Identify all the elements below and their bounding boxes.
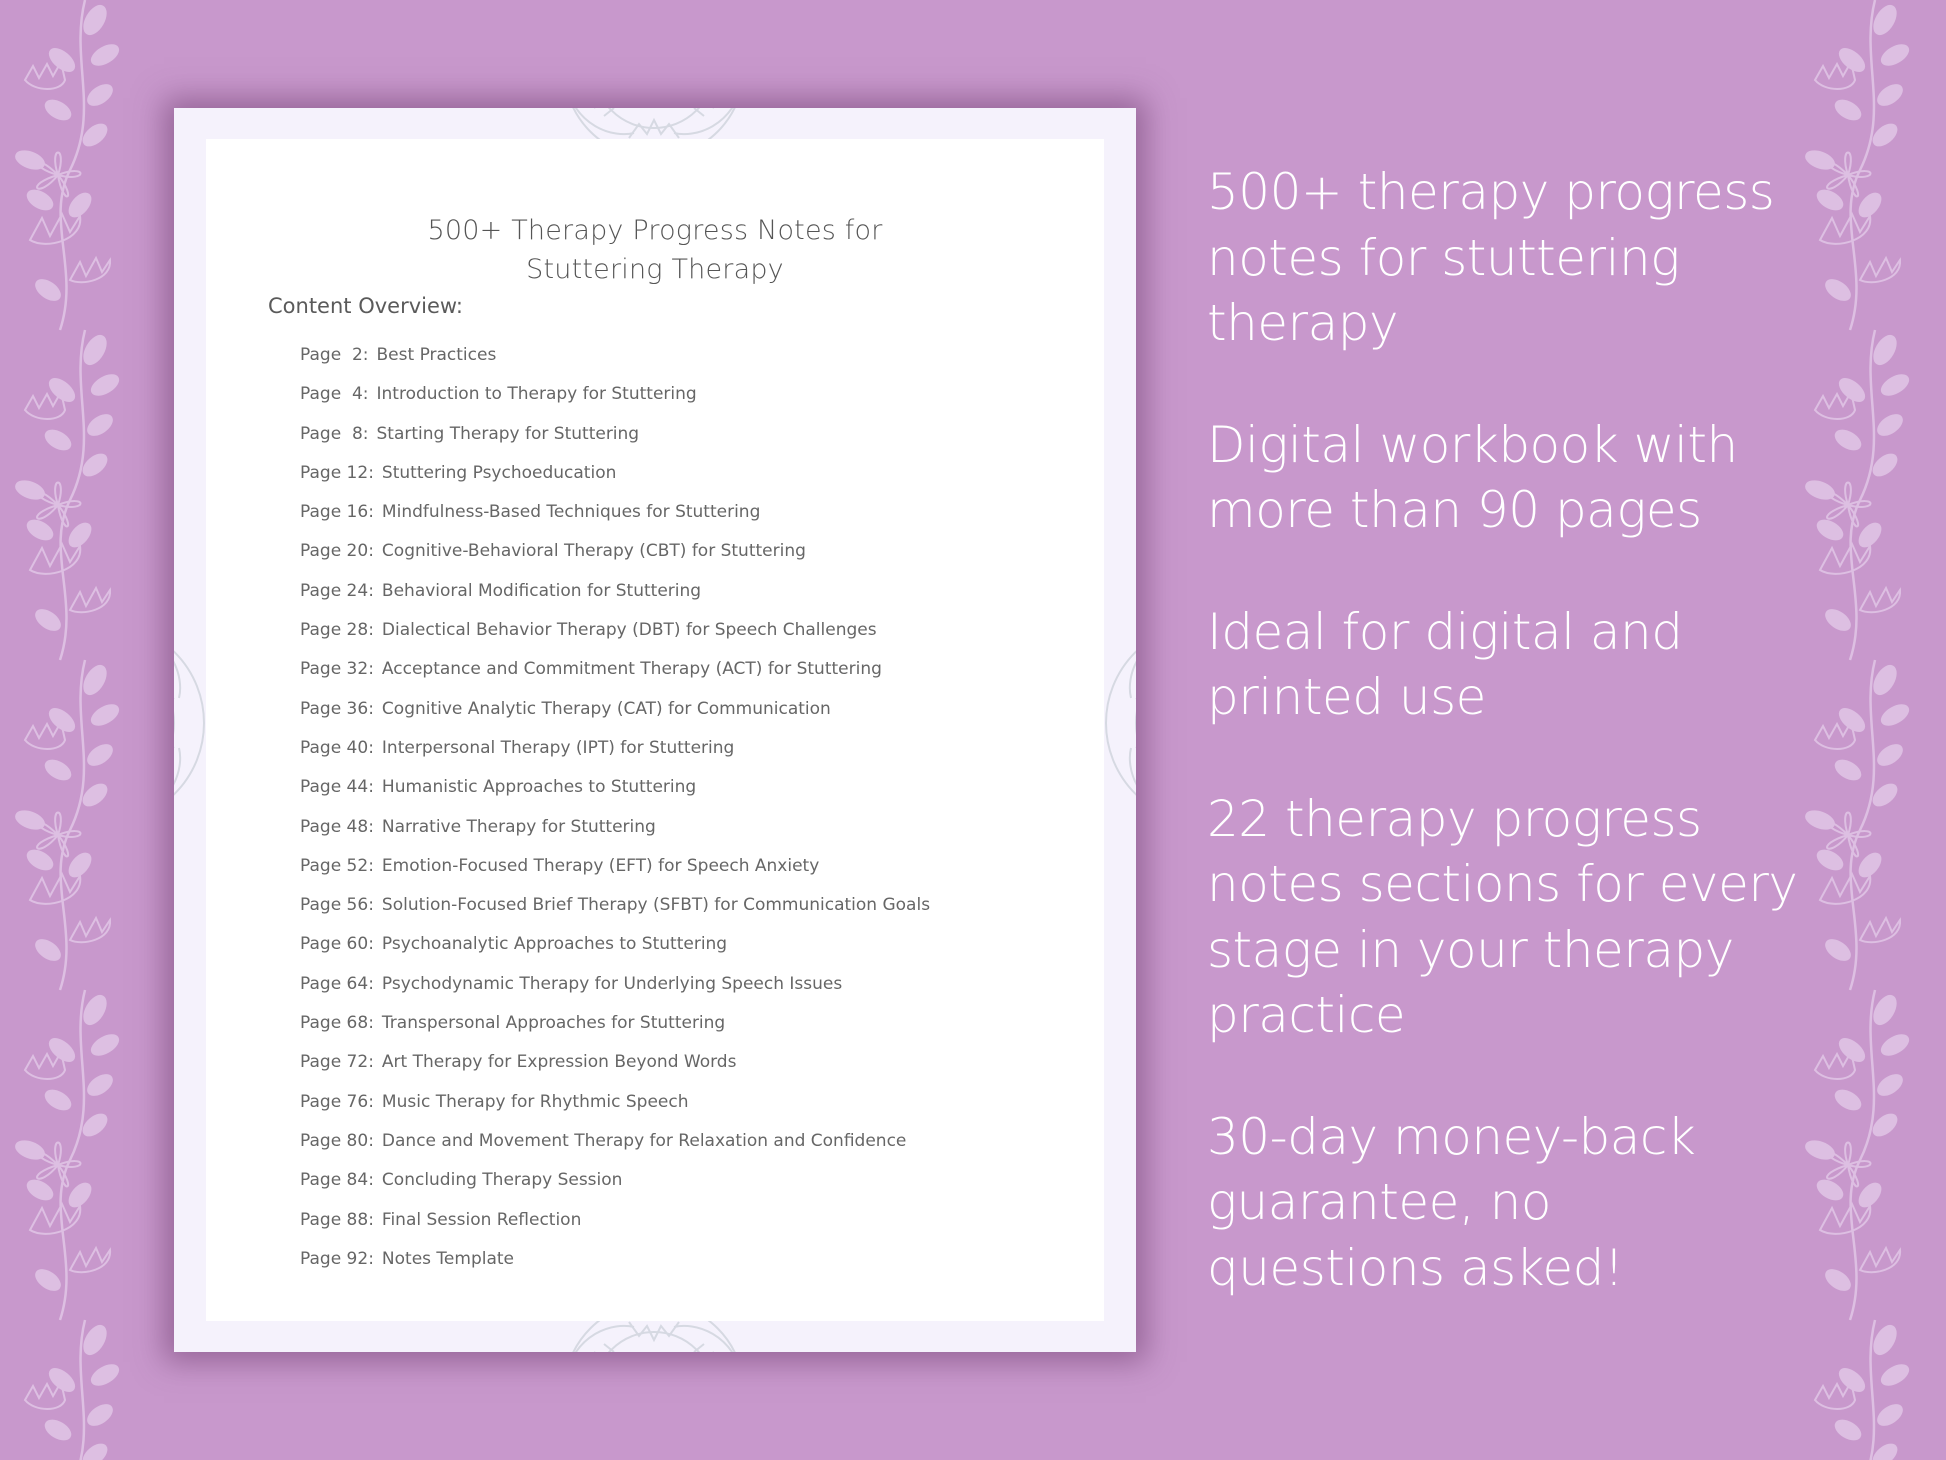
toc-entry <box>300 698 930 737</box>
toc-page-number: Page 56: <box>300 895 374 916</box>
toc-entry <box>300 1051 930 1090</box>
toc-page-number: Page 72: <box>300 1052 374 1073</box>
feature-item <box>1207 1105 1827 1302</box>
toc-entry-title: Behavioral Modification for Stuttering <box>381 580 702 601</box>
toc-page-number: Page 20: <box>300 541 374 562</box>
feature-list <box>1207 160 1827 1357</box>
toc-page-number: Page 40: <box>300 737 374 758</box>
feature-text-line: Ideal for digital and <box>1207 602 1683 661</box>
toc-page-number: Page 8: <box>300 423 369 444</box>
content-overview-heading: Content Overview: <box>268 294 463 318</box>
feature-text-line: notes sections for every <box>1207 855 1798 913</box>
toc-entry <box>300 383 930 422</box>
toc-entry-title: Acceptance and Commitment Therapy (ACT) for Stuttering <box>381 659 882 680</box>
toc-entry <box>300 501 930 540</box>
toc-entry <box>300 423 930 462</box>
toc-entry-title: Narrative Therapy for Stuttering <box>381 816 656 837</box>
toc-entry-title: Introduction to Therapy for Stuttering <box>376 384 697 405</box>
toc-entry <box>300 855 930 894</box>
feature-text-line: guarantee, no <box>1207 1173 1551 1231</box>
toc-entry <box>300 1248 930 1287</box>
toc-entry <box>300 933 930 972</box>
toc-entry <box>300 1012 930 1051</box>
toc-entry <box>300 894 930 933</box>
toc-entry-title: Psychoanalytic Approaches to Stuttering <box>381 934 728 955</box>
feature-item <box>1207 160 1827 357</box>
toc-page-number: Page 36: <box>300 698 374 719</box>
toc-entry-title: Psychodynamic Therapy for Underlying Speech Issues <box>381 973 843 994</box>
toc-entry <box>300 816 930 855</box>
toc-entry <box>300 658 930 697</box>
feature-text-line: questions asked! <box>1207 1238 1624 1297</box>
toc-page-number: Page 84: <box>300 1170 374 1191</box>
toc-entry-title: Music Therapy for Rhythmic Speech <box>381 1091 689 1112</box>
toc-entry-title: Dance and Movement Therapy for Relaxation and Confidence <box>381 1130 907 1151</box>
toc-entry <box>300 1091 930 1130</box>
toc-entry-title: Solution-Focused Brief Therapy (SFBT) for Communication Goals <box>381 895 931 916</box>
toc-page-number: Page 80: <box>300 1130 374 1151</box>
feature-text-line: more than 90 pages <box>1207 481 1702 539</box>
toc-page-number: Page 2: <box>300 345 369 365</box>
feature-text-line: 500+ therapy progress <box>1207 163 1775 221</box>
toc-entry <box>300 1209 930 1248</box>
toc-entry <box>300 619 930 658</box>
toc-entry <box>300 776 930 815</box>
toc-entry-title: Best Practices <box>376 345 497 365</box>
toc-entry-title: Mindfulness-Based Techniques for Stuttering <box>381 502 761 523</box>
feature-item <box>1207 600 1827 731</box>
toc-entry <box>300 1169 930 1208</box>
toc-entry-title: Humanistic Approaches to Stuttering <box>381 777 697 798</box>
toc-page-number: Page 24: <box>300 580 374 601</box>
toc-page-number: Page 88: <box>300 1209 374 1230</box>
toc-entry-title: Art Therapy for Expression Beyond Words <box>381 1052 737 1073</box>
feature-text-line: notes for stuttering <box>1207 228 1680 287</box>
toc-entry-title: Starting Therapy for Stuttering <box>376 423 640 444</box>
toc-entry-title: Notes Template <box>381 1248 514 1269</box>
toc-entry-title: Final Session Reflection <box>381 1209 582 1230</box>
feature-text-line: practice <box>1207 986 1406 1044</box>
toc-page-number: Page 4: <box>300 384 369 405</box>
toc-page-number: Page 48: <box>300 816 374 837</box>
toc-entry <box>300 973 930 1012</box>
toc-entry-title: Dialectical Behavior Therapy (DBT) for Speech Challenges <box>381 620 877 641</box>
feature-text-line: Digital workbook with <box>1207 415 1738 474</box>
toc-page-number: Page 28: <box>300 620 374 641</box>
toc-entry <box>300 344 930 383</box>
feature-item <box>1207 413 1827 544</box>
toc-page-number: Page 64: <box>300 973 374 994</box>
toc-page-number: Page 92: <box>300 1248 374 1269</box>
toc-page-number: Page 76: <box>300 1091 374 1112</box>
feature-item <box>1207 787 1827 1049</box>
feature-text-line: 22 therapy progress <box>1207 789 1702 848</box>
toc-page-number: Page 44: <box>300 777 374 798</box>
table-of-contents <box>300 344 930 1287</box>
floral-vine-icon <box>0 0 170 1460</box>
toc-entry <box>300 1130 930 1169</box>
toc-entry-title: Stuttering Psychoeducation <box>381 462 617 483</box>
toc-page-number: Page 32: <box>300 659 374 680</box>
toc-entry-title: Emotion-Focused Therapy (EFT) for Speech Anxiety <box>381 855 820 876</box>
feature-text-line: 30-day money-back <box>1207 1107 1696 1166</box>
toc-entry-title: Cognitive Analytic Therapy (CAT) for Communication <box>381 698 831 719</box>
document-title-line: Stuttering Therapy <box>526 254 784 285</box>
toc-page-number: Page 52: <box>300 855 374 876</box>
toc-entry <box>300 462 930 501</box>
toc-entry-title: Concluding Therapy Session <box>381 1170 623 1191</box>
feature-text-line: printed use <box>1207 668 1486 726</box>
toc-entry <box>300 540 930 579</box>
document-content-area <box>206 139 1104 1321</box>
feature-text-line: stage in your therapy <box>1207 920 1734 979</box>
toc-entry-title: Transpersonal Approaches for Stuttering <box>381 1013 726 1034</box>
feature-text-line: therapy <box>1207 294 1399 352</box>
toc-entry-title: Interpersonal Therapy (IPT) for Stuttering <box>381 737 735 758</box>
toc-entry-title: Cognitive-Behavioral Therapy (CBT) for Stuttering <box>381 541 806 562</box>
toc-page-number: Page 12: <box>300 462 374 483</box>
document-page-preview <box>174 108 1136 1352</box>
document-title-line: 500+ Therapy Progress Notes for <box>427 215 883 246</box>
toc-page-number: Page 16: <box>300 502 374 523</box>
toc-page-number: Page 68: <box>300 1013 374 1034</box>
document-title <box>206 211 1104 289</box>
toc-page-number: Page 60: <box>300 934 374 955</box>
toc-entry <box>300 737 930 776</box>
toc-entry <box>300 580 930 619</box>
